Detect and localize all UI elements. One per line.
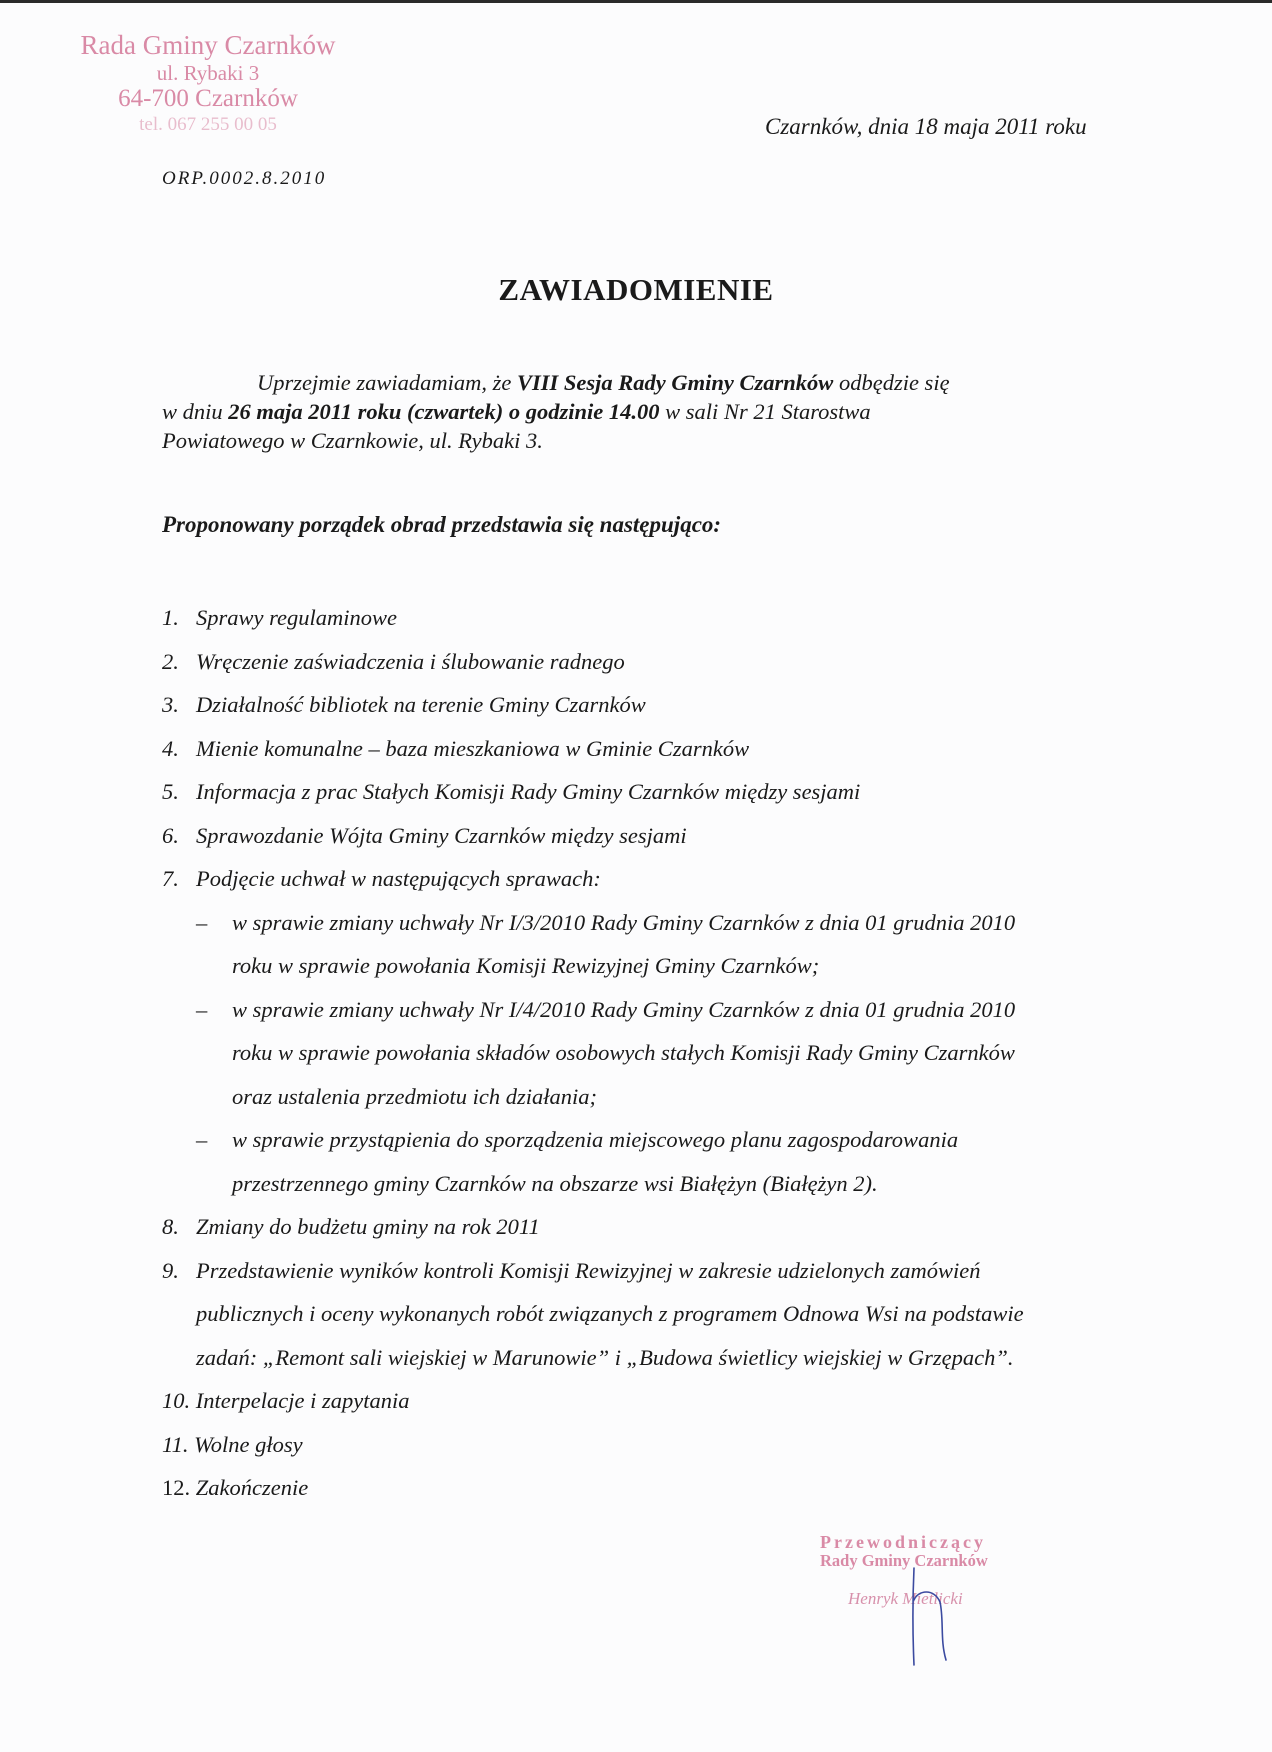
agenda-item (162, 857, 1122, 901)
date-line: Czarnków, dnia 18 maja 2011 roku (765, 114, 1087, 139)
intro-line-2 (162, 397, 1022, 426)
subitem-text: w sprawie przystąpienia do sporządzenia miejscowego planu zagospodarowania (232, 1127, 959, 1152)
subitem-continuation: roku w sprawie powołania Komisji Rewizyjnej Gminy Czarnków; (232, 953, 820, 978)
item-number: 7. (162, 866, 179, 891)
intro-text: Uprzejmie zawiadamiam, że (257, 370, 517, 395)
stamp-line-3: 64-700 Czarnków (118, 85, 298, 113)
item-text: Wolne głosy (194, 1431, 303, 1457)
item-number: 3. (162, 692, 179, 717)
stamp-line-2: ul. Rybaki 3 (156, 61, 260, 86)
intro-text: w sali Nr 21 Starostwa (659, 399, 871, 424)
item-text: Sprawozdanie Wójta Gminy Czarnków między sesjami (196, 822, 687, 848)
dash-bullet: – (196, 1127, 208, 1152)
signature-title: Przewodniczący (820, 1532, 986, 1552)
item-text: Działalność bibliotek na terenie Gminy Czarnków (196, 692, 646, 717)
intro-line-1 (162, 368, 1022, 397)
item-number: 4. (162, 735, 179, 761)
item-continuation: publicznych i oceny wykonanych robót związanych z programem Odnowa Wsi na podstawie (196, 1301, 1024, 1326)
intro-paragraph (162, 368, 1022, 455)
intro-line-3: Powiatowego w Czarnkowie, ul. Rybaki 3. (162, 428, 543, 453)
council-address-stamp (58, 30, 358, 136)
item-number: 8. (162, 1214, 179, 1239)
resolution-subitem (162, 901, 1122, 945)
agenda-item (162, 596, 1122, 640)
item-text: Sprawy regulaminowe (196, 605, 398, 630)
signature-name: Henryk Mietlicki (848, 1589, 963, 1608)
agenda-item (162, 1423, 1122, 1467)
agenda-item (162, 683, 1122, 727)
subitem-text: w sprawie zmiany uchwały Nr I/4/2010 Rady Gminy Czarnków z dnia 01 grudnia 2010 (232, 996, 1016, 1022)
agenda-item (162, 1466, 1122, 1510)
item-number: 10. (162, 1388, 191, 1413)
agenda-item (162, 1379, 1122, 1423)
agenda-item (162, 1249, 1122, 1293)
item-number: 2. (162, 648, 179, 674)
subitem-continuation: przestrzennego gminy Czarnków na obszarze wsi Białężyn (Białężyn 2). (232, 1170, 878, 1196)
subitem-continuation: oraz ustalenia przedmiotu ich działania; (232, 1083, 597, 1109)
agenda-item (162, 727, 1122, 771)
dash-bullet: – (196, 909, 208, 935)
item-number: 9. (162, 1257, 179, 1283)
subitem-text: w sprawie zmiany uchwały Nr I/3/2010 Rady Gminy Czarnków z dnia 01 grudnia 2010 (232, 909, 1016, 935)
stamp-line-4: tel. 067 255 00 05 (139, 113, 277, 135)
session-name: VIII Sesja Rady Gminy Czarnków (517, 370, 834, 395)
item-number: 6. (162, 822, 179, 848)
item-text: Zakończenie (195, 1475, 309, 1500)
item-text: Informacja z prac Stałych Komisji Rady Gminy Czarnków między sesjami (196, 779, 861, 804)
subitem-continuation: roku w sprawie powołania składów osobowych stałych Komisji Rady Gminy Czarnków (232, 1040, 1015, 1065)
intro-text: w dniu (162, 399, 229, 424)
item-number: 12. (162, 1475, 191, 1500)
item-text: Mienie komunalne – baza mieszkaniowa w Gminie Czarnków (196, 735, 750, 761)
item-text: Interpelacje i zapytania (195, 1388, 410, 1413)
handwritten-signature-icon (900, 1560, 960, 1670)
resolution-subitem (162, 1118, 1122, 1162)
document-title: ZAWIADOMIENIE (498, 272, 774, 307)
item-continuation: zadań: „Remont sali wiejskiej w Marunowie” i „Budowa świetlicy wiejskiej w Grzępach”. (196, 1344, 1014, 1370)
session-datetime: 26 maja 2011 roku (czwartek) o godzinie 14.00 (228, 399, 660, 424)
item-text: Podjęcie uchwał w następujących sprawach: (196, 866, 601, 891)
item-number: 11. (162, 1431, 189, 1457)
scan-top-edge (0, 0, 1272, 3)
agenda-item (162, 640, 1122, 684)
dash-bullet: – (196, 996, 208, 1022)
item-number: 5. (162, 779, 179, 804)
item-text: Zmiany do budżetu gminy na rok 2011 (196, 1214, 540, 1239)
resolution-subitem (162, 988, 1122, 1032)
stamp-line-1: Rada Gminy Czarnków (80, 30, 336, 60)
item-text: Przedstawienie wyników kontroli Komisji Rewizyjnej w zakresie udzielonych zamówień (196, 1257, 981, 1283)
agenda-item (162, 814, 1122, 858)
item-number: 1. (162, 605, 179, 630)
reference-number: ORP.0002.8.2010 (162, 168, 327, 189)
agenda-item (162, 1205, 1122, 1249)
agenda-list (162, 596, 1122, 1510)
intro-text: odbędzie się (833, 370, 950, 395)
agenda-item (162, 770, 1122, 814)
item-text: Wręczenie zaświadczenia i ślubowanie radnego (196, 648, 625, 674)
agenda-heading: Proponowany porządek obrad przedstawia się następująco: (162, 512, 722, 537)
signature-council: Rady Gminy Czarnków (820, 1551, 988, 1570)
